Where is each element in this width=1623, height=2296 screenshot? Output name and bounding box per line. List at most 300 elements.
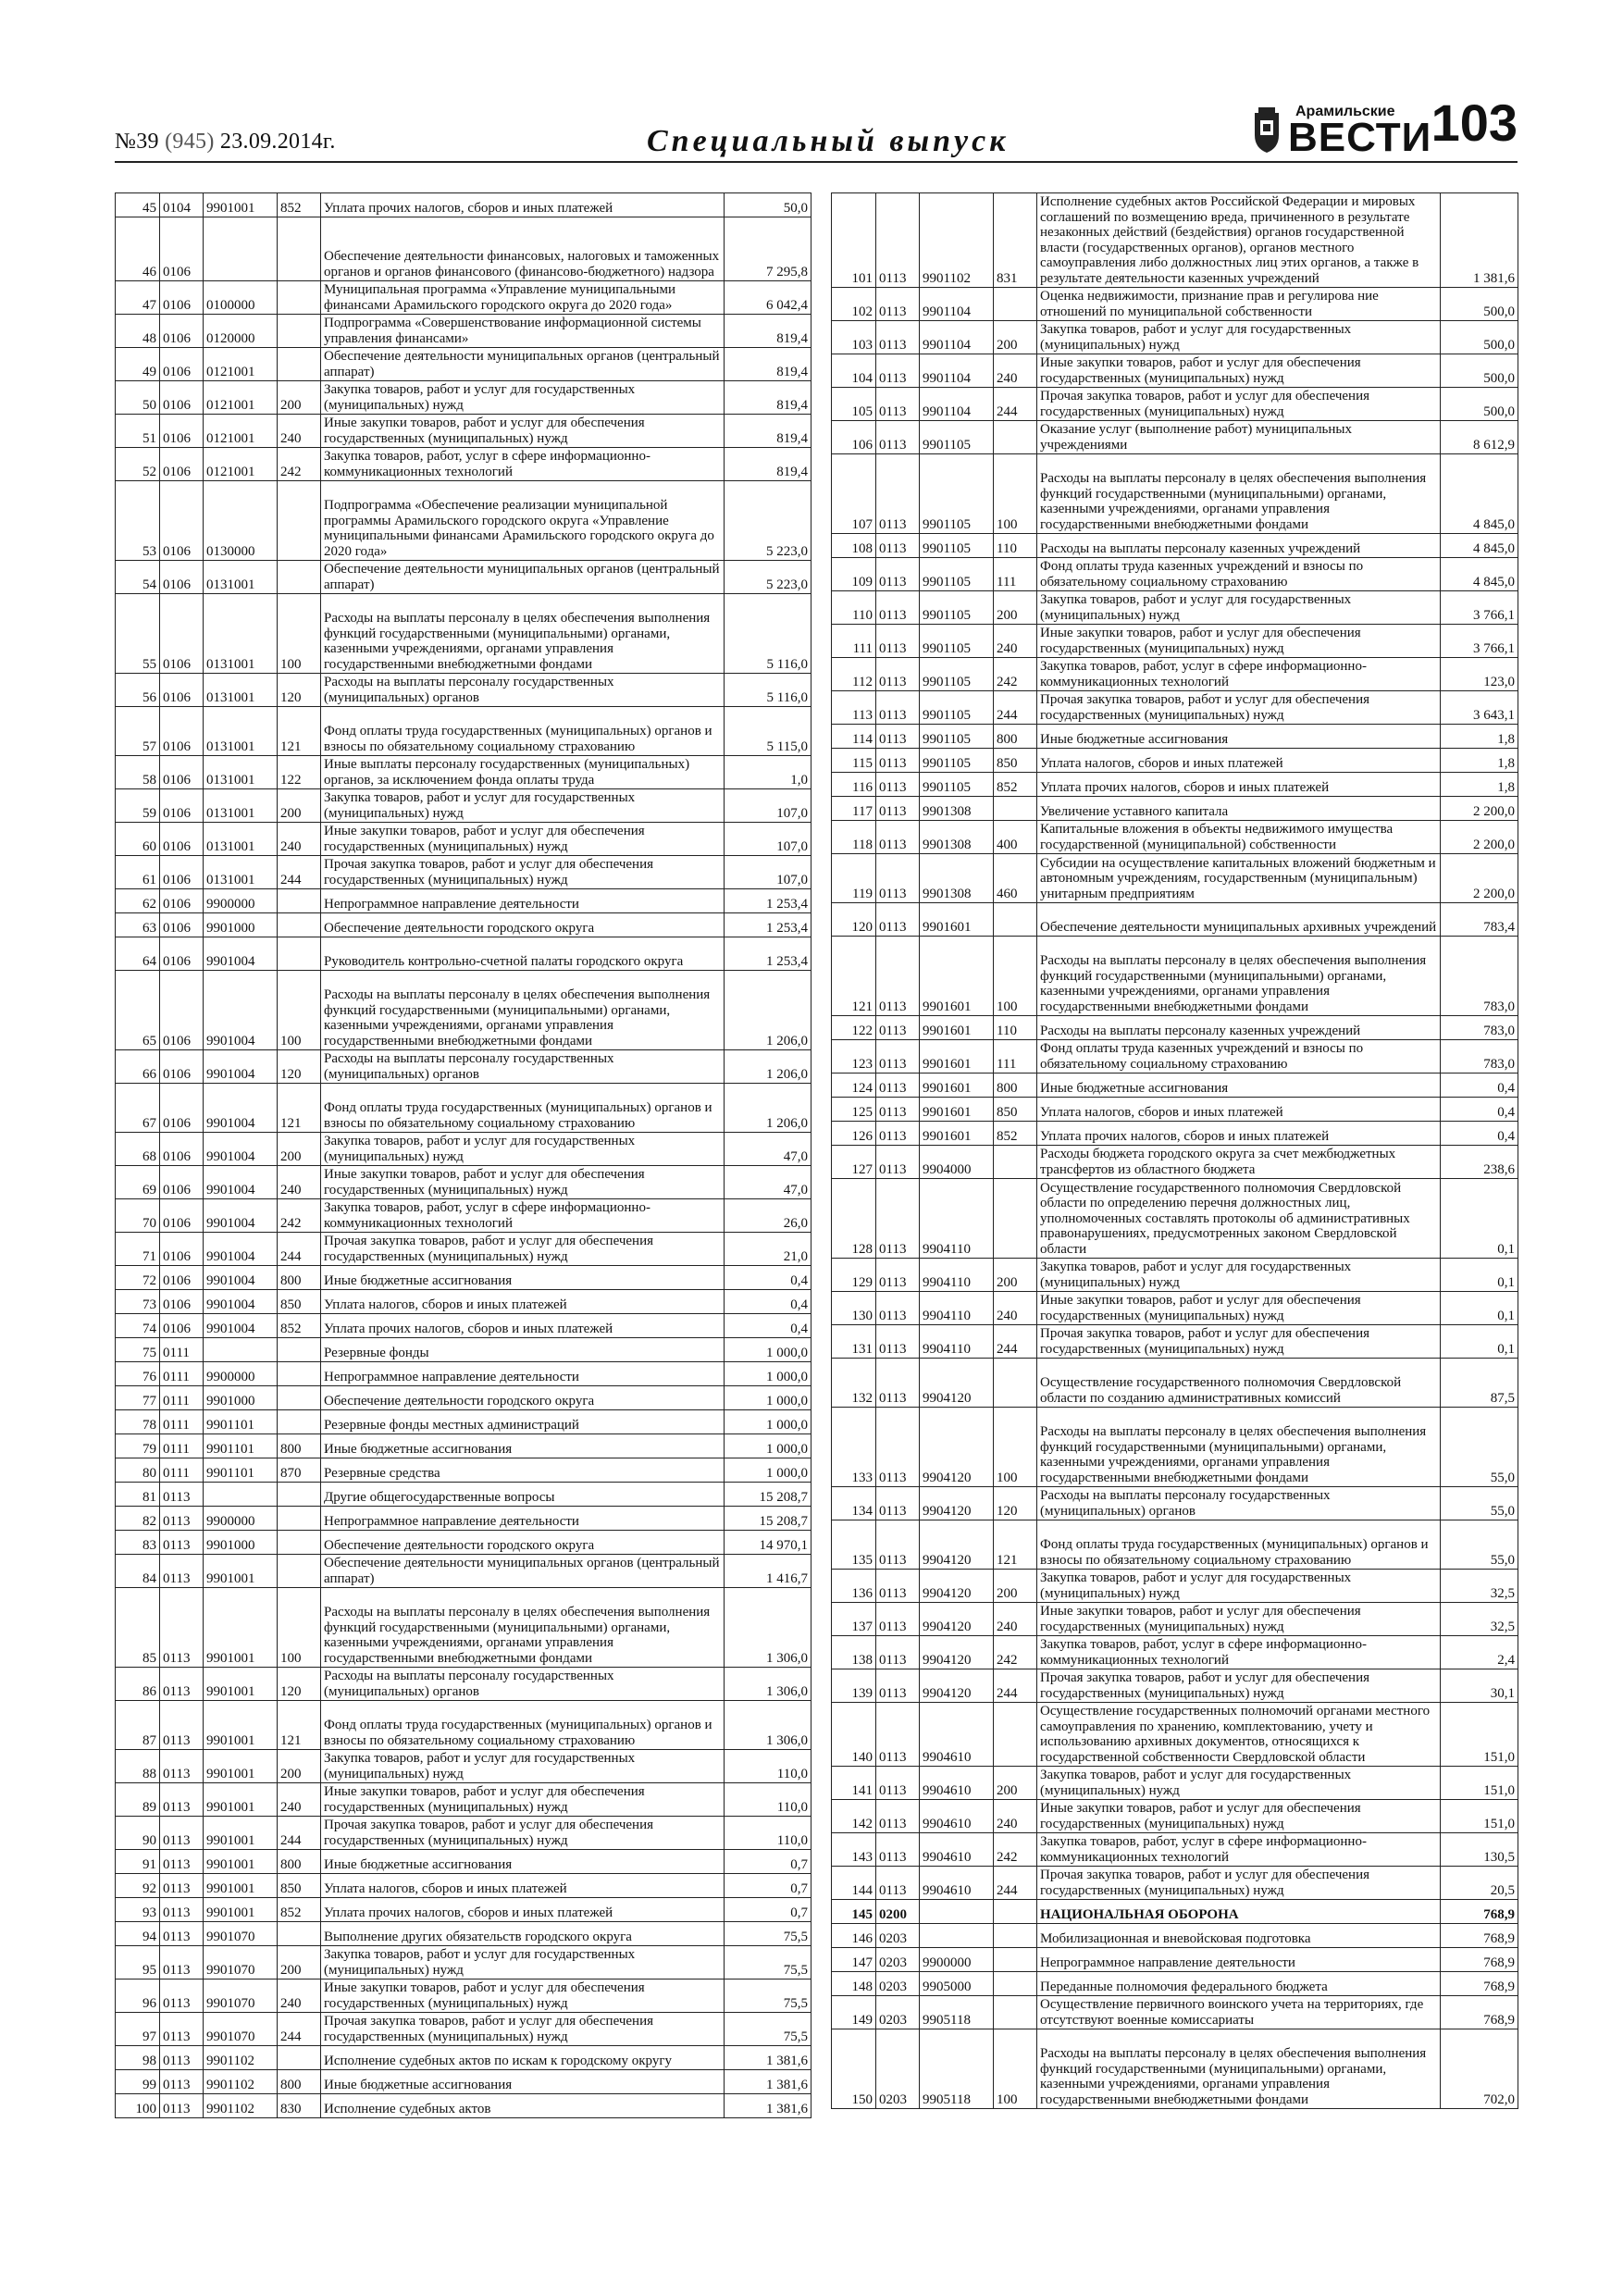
section-code: 0106 xyxy=(160,415,204,448)
table-row xyxy=(832,421,1518,454)
amount: 2 200,0 xyxy=(1441,854,1518,903)
amount: 1,8 xyxy=(1441,725,1518,749)
amount: 783,4 xyxy=(1441,903,1518,937)
amount: 47,0 xyxy=(725,1166,812,1199)
section-code: 0106 xyxy=(160,315,204,348)
expense-type-code xyxy=(278,348,321,381)
row-number: 91 xyxy=(116,1850,160,1874)
amount: 151,0 xyxy=(1441,1703,1518,1767)
section-code: 0200 xyxy=(876,1900,920,1924)
table-row xyxy=(116,1410,812,1434)
row-number: 124 xyxy=(832,1074,876,1098)
expense-type-code xyxy=(994,1900,1037,1924)
section-code: 0113 xyxy=(876,1487,920,1520)
row-number: 49 xyxy=(116,348,160,381)
brand-big-text: ВЕСТИ xyxy=(1288,115,1432,160)
expense-type-code: 120 xyxy=(278,674,321,707)
table-row xyxy=(832,1570,1518,1603)
expense-name: Расходы на выплаты персоналу в целях обеспечения выполнения функций государственными (муниципальными) органами, казенными учреждениями, органами управления государственными внебюджетными фондами xyxy=(321,1588,725,1668)
section-code: 0113 xyxy=(876,1800,920,1833)
row-number: 101 xyxy=(832,193,876,288)
row-number: 146 xyxy=(832,1924,876,1948)
section-code: 0113 xyxy=(160,1946,204,1980)
row-number: 133 xyxy=(832,1408,876,1487)
section-code: 0113 xyxy=(876,1703,920,1767)
expense-type-code: 120 xyxy=(278,1668,321,1701)
expense-type-code: 852 xyxy=(994,1122,1037,1146)
expense-name: Осуществление первичного воинского учета на территориях, где отсутствуют военные комиссариаты xyxy=(1037,1996,1441,2029)
table-row xyxy=(116,1386,812,1410)
expense-name: Уплата налогов, сборов и иных платежей xyxy=(1037,749,1441,773)
expense-type-code: 460 xyxy=(994,854,1037,903)
section-code: 0113 xyxy=(876,1122,920,1146)
target-article-code: 9901004 xyxy=(204,1050,278,1084)
expense-name: Расходы на выплаты персоналу в целях обеспечения выполнения функций государственными (муниципальными) органами, казенными учреждениями, органами управления государственными внебюджетными фондами xyxy=(1037,2029,1441,2109)
target-article-code xyxy=(204,1483,278,1507)
row-number: 116 xyxy=(832,773,876,797)
table-row xyxy=(832,797,1518,821)
section-code: 0113 xyxy=(876,1520,920,1570)
amount: 5 223,0 xyxy=(725,481,812,561)
section-code: 0111 xyxy=(160,1410,204,1434)
table-row xyxy=(832,1996,1518,2029)
section-code: 0113 xyxy=(876,1179,920,1259)
row-number: 145 xyxy=(832,1900,876,1924)
table-row xyxy=(832,1767,1518,1800)
row-number: 50 xyxy=(116,381,160,415)
expense-name: Иные бюджетные ассигнования xyxy=(1037,1074,1441,1098)
section-code: 0113 xyxy=(876,749,920,773)
table-row xyxy=(116,1668,812,1701)
table-row xyxy=(116,1362,812,1386)
target-article-code: 9904120 xyxy=(920,1669,994,1703)
row-number: 89 xyxy=(116,1783,160,1817)
expense-name: Обеспечение деятельности финансовых, налоговых и таможенных органов и органов финансового (финансово-бюджетного) надзора xyxy=(321,217,725,281)
row-number: 111 xyxy=(832,625,876,658)
row-number: 108 xyxy=(832,534,876,558)
row-number: 48 xyxy=(116,315,160,348)
amount: 6 042,4 xyxy=(725,281,812,315)
table-row xyxy=(832,1259,1518,1292)
target-article-code: 9901105 xyxy=(920,749,994,773)
table-row xyxy=(832,625,1518,658)
expense-name: Осуществление государственного полномочия Свердловской области по созданию административных комиссий xyxy=(1037,1359,1441,1408)
section-code: 0106 xyxy=(160,707,204,756)
expense-name: Закупка товаров, работ, услуг в сфере информационно-коммуникационных технологий xyxy=(321,448,725,481)
table-row xyxy=(832,1948,1518,1972)
target-article-code xyxy=(204,1338,278,1362)
expense-type-code: 240 xyxy=(994,625,1037,658)
expense-type-code xyxy=(278,1507,321,1531)
table-row xyxy=(116,415,812,448)
expense-type-code xyxy=(278,2046,321,2070)
amount: 1,0 xyxy=(725,756,812,789)
target-article-code: 0121001 xyxy=(204,415,278,448)
row-number: 58 xyxy=(116,756,160,789)
amount: 0,7 xyxy=(725,1874,812,1898)
amount: 1 000,0 xyxy=(725,1434,812,1458)
target-article-code: 9901601 xyxy=(920,1122,994,1146)
section-code: 0113 xyxy=(160,1588,204,1668)
target-article-code: 9904110 xyxy=(920,1325,994,1359)
section-code: 0104 xyxy=(160,193,204,217)
section-code: 0113 xyxy=(876,1867,920,1900)
target-article-code: 9901601 xyxy=(920,1016,994,1040)
row-number: 128 xyxy=(832,1179,876,1259)
amount: 50,0 xyxy=(725,193,812,217)
expense-name: Увеличение уставного капитала xyxy=(1037,797,1441,821)
expense-type-code: 400 xyxy=(994,821,1037,854)
amount: 26,0 xyxy=(725,1199,812,1233)
table-row xyxy=(832,1487,1518,1520)
row-number: 100 xyxy=(116,2094,160,2118)
expense-type-code xyxy=(278,913,321,937)
expense-name: Обеспечение деятельности муниципальных органов (центральный аппарат) xyxy=(321,348,725,381)
target-article-code: 9901308 xyxy=(920,821,994,854)
left-column xyxy=(115,192,811,2118)
table-row xyxy=(832,1520,1518,1570)
table-row xyxy=(116,1946,812,1980)
target-article-code: 0121001 xyxy=(204,348,278,381)
expense-name: Непрограммное направление деятельности xyxy=(321,1362,725,1386)
expense-name: Осуществление государственного полномочия Свердловской области по определению перечня должностных лиц, уполномоченных составлять протоколы об административных правонарушениях, предусмотренных законом Свердловской области xyxy=(1037,1179,1441,1259)
section-code: 0106 xyxy=(160,937,204,971)
table-row xyxy=(116,1874,812,1898)
row-number: 93 xyxy=(116,1898,160,1922)
expense-name: Уплата налогов, сборов и иных платежей xyxy=(321,1290,725,1314)
row-number: 62 xyxy=(116,889,160,913)
section-code: 0113 xyxy=(160,2070,204,2094)
table-row xyxy=(116,1701,812,1750)
table-row xyxy=(116,2013,812,2046)
row-number: 54 xyxy=(116,561,160,594)
amount: 0,7 xyxy=(725,1850,812,1874)
expense-name: Закупка товаров, работ и услуг для государственных (муниципальных) нужд xyxy=(1037,1570,1441,1603)
row-number: 142 xyxy=(832,1800,876,1833)
section-code: 0113 xyxy=(876,454,920,534)
expense-name: Иные закупки товаров, работ и услуг для обеспечения государственных (муниципальных) нужд xyxy=(321,1980,725,2013)
section-code: 0113 xyxy=(160,1898,204,1922)
row-number: 121 xyxy=(832,937,876,1016)
table-row xyxy=(832,691,1518,725)
expense-type-code xyxy=(278,1386,321,1410)
section-code: 0113 xyxy=(160,2013,204,2046)
amount: 47,0 xyxy=(725,1133,812,1166)
amount: 238,6 xyxy=(1441,1146,1518,1179)
target-article-code xyxy=(204,217,278,281)
target-article-code: 0131001 xyxy=(204,594,278,674)
expense-type-code: 121 xyxy=(994,1520,1037,1570)
amount: 1 306,0 xyxy=(725,1588,812,1668)
expense-type-code: 240 xyxy=(994,354,1037,388)
expense-name: Закупка товаров, работ, услуг в сфере информационно-коммуникационных технологий xyxy=(1037,1636,1441,1669)
expense-type-code: 121 xyxy=(278,1084,321,1133)
expense-type-code: 200 xyxy=(994,321,1037,354)
table-row xyxy=(116,2070,812,2094)
table-row xyxy=(832,388,1518,421)
expense-type-code: 850 xyxy=(278,1290,321,1314)
table-row xyxy=(116,1133,812,1166)
target-article-code: 9901105 xyxy=(920,421,994,454)
row-number: 129 xyxy=(832,1259,876,1292)
right-column xyxy=(831,192,1518,2109)
target-article-code: 9900000 xyxy=(920,1948,994,1972)
section-code: 0113 xyxy=(876,1040,920,1074)
section-code: 0113 xyxy=(876,558,920,591)
section-code: 0113 xyxy=(876,821,920,854)
amount: 783,0 xyxy=(1441,937,1518,1016)
table-row xyxy=(116,823,812,856)
expense-name: Резервные фонды xyxy=(321,1338,725,1362)
target-article-code: 9901308 xyxy=(920,797,994,821)
row-number: 103 xyxy=(832,321,876,354)
expense-name: Уплата прочих налогов, сборов и иных платежей xyxy=(1037,1122,1441,1146)
table-row xyxy=(832,1924,1518,1948)
expense-name: Прочая закупка товаров, работ и услуг для обеспечения государственных (муниципальных) нужд xyxy=(1037,691,1441,725)
amount: 55,0 xyxy=(1441,1487,1518,1520)
amount: 783,0 xyxy=(1441,1016,1518,1040)
row-number: 138 xyxy=(832,1636,876,1669)
row-number: 51 xyxy=(116,415,160,448)
amount: 0,4 xyxy=(1441,1122,1518,1146)
section-code: 0106 xyxy=(160,481,204,561)
table-row xyxy=(116,1980,812,2013)
issue-number: №39 xyxy=(115,130,159,154)
amount: 0,4 xyxy=(725,1314,812,1338)
amount: 3 766,1 xyxy=(1441,625,1518,658)
amount: 8 612,9 xyxy=(1441,421,1518,454)
expense-name: Другие общегосударственные вопросы xyxy=(321,1483,725,1507)
amount: 1 206,0 xyxy=(725,1084,812,1133)
expense-name: Закупка товаров, работ и услуг для государственных (муниципальных) нужд xyxy=(321,1946,725,1980)
section-code: 0106 xyxy=(160,217,204,281)
target-article-code: 9901004 xyxy=(204,937,278,971)
row-number: 112 xyxy=(832,658,876,691)
table-row xyxy=(832,1900,1518,1924)
row-number: 114 xyxy=(832,725,876,749)
coat-of-arms-icon xyxy=(1253,107,1281,154)
row-number: 130 xyxy=(832,1292,876,1325)
section-code: 0113 xyxy=(876,854,920,903)
target-article-code: 0131001 xyxy=(204,674,278,707)
table-row xyxy=(116,1314,812,1338)
amount: 15 208,7 xyxy=(725,1483,812,1507)
target-article-code: 9901105 xyxy=(920,591,994,625)
section-code: 0203 xyxy=(876,2029,920,2109)
amount: 30,1 xyxy=(1441,1669,1518,1703)
expense-type-code: 800 xyxy=(994,725,1037,749)
expense-name: Оценка недвижимости, признание прав и регулирова ние отношений по муниципальной собственности xyxy=(1037,288,1441,321)
table-row xyxy=(116,1922,812,1946)
target-article-code: 9904610 xyxy=(920,1867,994,1900)
row-number: 125 xyxy=(832,1098,876,1122)
target-article-code: 9901105 xyxy=(920,454,994,534)
section-code: 0113 xyxy=(876,1292,920,1325)
expense-name: Прочая закупка товаров, работ и услуг для обеспечения государственных (муниципальных) нужд xyxy=(1037,1867,1441,1900)
row-number: 83 xyxy=(116,1531,160,1555)
expense-type-code: 111 xyxy=(994,1040,1037,1074)
amount: 1 253,4 xyxy=(725,889,812,913)
expense-type-code xyxy=(994,1948,1037,1972)
section-code: 0106 xyxy=(160,756,204,789)
row-number: 132 xyxy=(832,1359,876,1408)
amount: 107,0 xyxy=(725,789,812,823)
amount: 1 381,6 xyxy=(725,2094,812,2118)
amount: 702,0 xyxy=(1441,2029,1518,2109)
expense-name: Фонд оплаты труда государственных (муниципальных) органов и взносы по обязательному социальному страхованию xyxy=(321,1701,725,1750)
target-article-code: 9904120 xyxy=(920,1603,994,1636)
expense-type-code: 200 xyxy=(278,1946,321,1980)
row-number: 102 xyxy=(832,288,876,321)
expense-name: Резервные средства xyxy=(321,1458,725,1483)
section-code: 0113 xyxy=(876,1603,920,1636)
row-number: 106 xyxy=(832,421,876,454)
target-article-code: 9901001 xyxy=(204,1817,278,1850)
row-number: 72 xyxy=(116,1266,160,1290)
row-number: 147 xyxy=(832,1948,876,1972)
expense-name: Иные закупки товаров, работ и услуг для обеспечения государственных (муниципальных) нужд xyxy=(1037,354,1441,388)
section-code: 0106 xyxy=(160,823,204,856)
amount: 1,8 xyxy=(1441,773,1518,797)
expense-name: Фонд оплаты труда казенных учреждений и взносы по обязательному социальному страхованию xyxy=(1037,558,1441,591)
row-number: 56 xyxy=(116,674,160,707)
table-row xyxy=(832,1359,1518,1408)
amount: 110,0 xyxy=(725,1817,812,1850)
section-code: 0106 xyxy=(160,1290,204,1314)
section-code: 0113 xyxy=(160,1922,204,1946)
target-article-code: 9901004 xyxy=(204,1166,278,1199)
expense-type-code: 240 xyxy=(994,1603,1037,1636)
section-code: 0106 xyxy=(160,381,204,415)
target-article-code: 0131001 xyxy=(204,561,278,594)
target-article-code: 9901070 xyxy=(204,1980,278,2013)
expense-type-code xyxy=(994,903,1037,937)
section-code: 0111 xyxy=(160,1458,204,1483)
expense-type-code: 100 xyxy=(278,594,321,674)
table-row xyxy=(116,1850,812,1874)
target-article-code: 9900000 xyxy=(204,889,278,913)
expense-name: Расходы на выплаты персоналу казенных учреждений xyxy=(1037,534,1441,558)
expense-type-code xyxy=(278,1362,321,1386)
amount: 0,4 xyxy=(1441,1074,1518,1098)
table-row xyxy=(116,594,812,674)
row-number: 136 xyxy=(832,1570,876,1603)
expense-name: Фонд оплаты труда государственных (муниципальных) органов и взносы по обязательному социальному страхованию xyxy=(1037,1520,1441,1570)
amount: 783,0 xyxy=(1441,1040,1518,1074)
target-article-code xyxy=(920,1924,994,1948)
target-article-code: 9904610 xyxy=(920,1800,994,1833)
row-number: 139 xyxy=(832,1669,876,1703)
expense-type-code: 242 xyxy=(994,658,1037,691)
expense-name: Расходы на выплаты персоналу казенных учреждений xyxy=(1037,1016,1441,1040)
target-article-code: 9904110 xyxy=(920,1292,994,1325)
table-row xyxy=(116,1166,812,1199)
expense-name: Расходы на выплаты персоналу в целях обеспечения выполнения функций государственными (муниципальными) органами, казенными учреждениями, органами управления государственными внебюджетными фондами xyxy=(1037,454,1441,534)
section-code: 0106 xyxy=(160,1084,204,1133)
expense-type-code: 121 xyxy=(278,1701,321,1750)
expense-type-code: 240 xyxy=(994,1292,1037,1325)
section-code: 0113 xyxy=(876,1098,920,1122)
amount: 55,0 xyxy=(1441,1408,1518,1487)
table-row xyxy=(832,1074,1518,1098)
expense-type-code: 242 xyxy=(994,1833,1037,1867)
table-row xyxy=(832,534,1518,558)
expense-type-code: 800 xyxy=(994,1074,1037,1098)
row-number: 61 xyxy=(116,856,160,889)
row-number: 55 xyxy=(116,594,160,674)
expense-type-code xyxy=(278,937,321,971)
target-article-code: 0131001 xyxy=(204,707,278,756)
section-code: 0113 xyxy=(876,421,920,454)
expense-type-code: 200 xyxy=(994,1767,1037,1800)
target-article-code: 9904120 xyxy=(920,1359,994,1408)
table-row xyxy=(832,821,1518,854)
expense-type-code xyxy=(994,1179,1037,1259)
expense-name: Обеспечение деятельности муниципальных архивных учреждений xyxy=(1037,903,1441,937)
expense-type-code: 240 xyxy=(278,415,321,448)
expense-type-code xyxy=(994,1703,1037,1767)
expense-type-code: 200 xyxy=(278,789,321,823)
section-code: 0113 xyxy=(160,1750,204,1783)
expense-name: Расходы на выплаты персоналу государственных (муниципальных) органов xyxy=(321,1050,725,1084)
table-row xyxy=(832,937,1518,1016)
target-article-code: 9901001 xyxy=(204,193,278,217)
row-number: 85 xyxy=(116,1588,160,1668)
section-code: 0113 xyxy=(876,1259,920,1292)
row-number: 123 xyxy=(832,1040,876,1074)
expense-name: Муниципальная программа «Управление муниципальными финансами Арамильского городского округа до 2020 года» xyxy=(321,281,725,315)
target-article-code: 9901308 xyxy=(920,854,994,903)
section-code: 0113 xyxy=(876,1570,920,1603)
target-article-code: 9901105 xyxy=(920,773,994,797)
section-code: 0113 xyxy=(876,658,920,691)
target-article-code: 0131001 xyxy=(204,823,278,856)
table-row xyxy=(832,1408,1518,1487)
section-title: Специальный выпуск xyxy=(647,124,1010,158)
expense-type-code: 870 xyxy=(278,1458,321,1483)
section-code: 0113 xyxy=(160,1817,204,1850)
amount: 4 845,0 xyxy=(1441,558,1518,591)
page-header xyxy=(115,93,1518,161)
expense-type-code xyxy=(278,1922,321,1946)
table-row xyxy=(116,756,812,789)
row-number: 141 xyxy=(832,1767,876,1800)
section-code: 0113 xyxy=(876,937,920,1016)
amount: 0,1 xyxy=(1441,1179,1518,1259)
row-number: 149 xyxy=(832,1996,876,2029)
row-number: 96 xyxy=(116,1980,160,2013)
section-code: 0113 xyxy=(160,2094,204,2118)
section-code: 0113 xyxy=(160,1507,204,1531)
amount: 819,4 xyxy=(725,348,812,381)
table-row xyxy=(832,288,1518,321)
expense-name: Уплата прочих налогов, сборов и иных платежей xyxy=(1037,773,1441,797)
section-code: 0106 xyxy=(160,913,204,937)
section-code: 0113 xyxy=(876,797,920,821)
section-code: 0113 xyxy=(876,288,920,321)
target-article-code: 0131001 xyxy=(204,856,278,889)
row-number: 68 xyxy=(116,1133,160,1166)
expense-type-code: 200 xyxy=(994,1259,1037,1292)
target-article-code: 9901004 xyxy=(204,1314,278,1338)
amount: 55,0 xyxy=(1441,1520,1518,1570)
expense-name: Исполнение судебных актов по искам к городскому округу xyxy=(321,2046,725,2070)
target-article-code xyxy=(920,1900,994,1924)
section-code: 0113 xyxy=(876,1408,920,1487)
row-number: 150 xyxy=(832,2029,876,2109)
row-number: 131 xyxy=(832,1325,876,1359)
expense-name: Иные закупки товаров, работ и услуг для обеспечения государственных (муниципальных) нужд xyxy=(1037,1603,1441,1636)
